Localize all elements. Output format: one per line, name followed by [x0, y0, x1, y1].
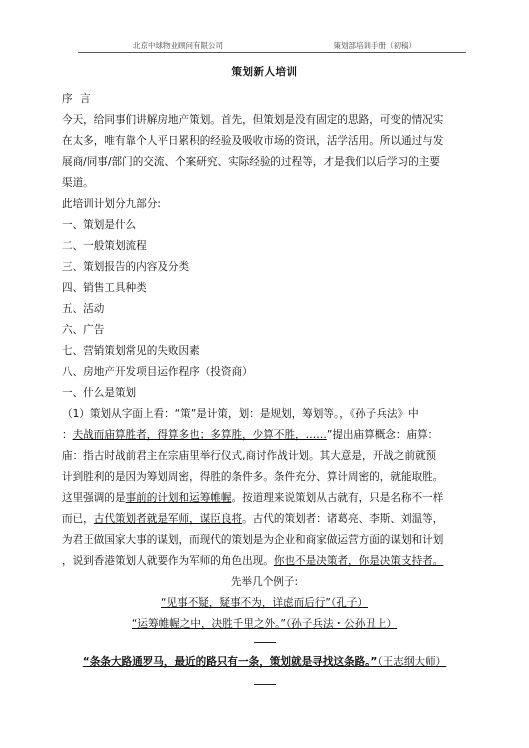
para1-line-8-underlined: 你也不是决策者，你是决策支持者。 [273, 555, 444, 567]
quote-sunzi-text: “运筹帷幄之中，决胜千里之外。”（孙子兵法・公孙丑上） [131, 618, 398, 630]
quote-confucius-text: “见事不疑，疑事不为，详虑而后行”（孔子） [161, 597, 368, 609]
separator-line-2 [254, 684, 276, 685]
para1-line-3: 庙：指古时战前君主在宗庙里举行仪式,商讨作战计划。其大意是，开战之前就预 [62, 450, 437, 462]
para1-line-1: （1）策划从字面上看：“策”是计策，划：是规划，筹划等。，《孙子兵法》中 [62, 408, 419, 420]
quote-wang-zhigang-bold: “条条大路通罗马，最近的路只有一条，策划就是寻找这条路。” [82, 656, 378, 668]
para1-line-4: 计到胜利的是因为筹划周密，得胜的条件多。条件充分、算计周密的，就能取胜。 [62, 471, 444, 483]
para1-line-6-prefix: 而已， [62, 513, 94, 525]
outline-item-1: 一、策划是什么 [62, 219, 137, 231]
para1-line-5 [62, 491, 472, 505]
para1-line-2-prefix: ： [62, 429, 73, 441]
quote-wang-zhigang [0, 655, 529, 669]
quote-confucius [0, 596, 529, 610]
examples-intro: 先举几个例子: [230, 576, 299, 588]
outline-item-2: 二、一般策划流程 [62, 240, 147, 252]
quote-wang-zhigang-attribution: （王志纲大师） [377, 656, 447, 668]
para1-line-5-underlined: 事前的计划和运筹帷幄 [125, 492, 232, 504]
para1-line-2-underlined: 夫战而庙算胜者，得算多也；多算胜，少算不胜，…… [72, 429, 327, 441]
para1-line-5-prefix: 这里强调的是 [62, 492, 126, 504]
para1-line-2 [62, 428, 472, 442]
preface-line-4: 渠道。 [62, 177, 94, 189]
outline-item-8: 八、房地产开发项目运作程序（投资商） [62, 366, 253, 378]
separator-line-1 [254, 642, 276, 643]
preface-line-2: 在太多，唯有靠个人平日累积的经验及吸收市场的资讯，活学活用。所以通过与发 [62, 135, 444, 147]
preface-heading: 序 言 [62, 93, 93, 105]
para1-line-8 [62, 554, 472, 568]
para1-line-2-suffix: ”提出庙算概念：庙算： [326, 429, 439, 441]
para1-line-6-underlined: 古代策划者就是军师，谋臣良将 [93, 513, 243, 525]
preface-line-3: 展商/同事/部门的交流、个案研究、实际经验的过程等，才是我们以后学习的主要 [62, 156, 440, 168]
preface-line-1: 今天，给同事们讲解房地产策划。首先，但策划是没有固定的思路，可变的情况实 [62, 114, 444, 126]
outline-item-5: 五、活动 [62, 303, 105, 315]
para1-line-6 [62, 512, 472, 526]
para1-line-7: 为君王做国家大事的谋划，而现代的策划是为企业和商家做运营方面的谋划和计划 [62, 534, 444, 546]
outline-item-6: 六、广告 [62, 324, 105, 336]
page-header [78, 38, 466, 53]
section-1-heading: 一、什么是策划 [62, 387, 137, 399]
outline-item-4: 四、销售工具种类 [62, 282, 147, 294]
outline-item-7: 七、营销策划常见的失败因素 [62, 345, 200, 357]
document-title: 策划新人培训 [231, 66, 298, 78]
para1-line-6-suffix: 。古代的策划者：诸葛亮、李斯、刘温等， [242, 513, 444, 525]
para1-line-8-prefix: ，说到香港策划人就要作为军师的角色出现。 [62, 555, 274, 567]
outline-intro: 此培训计划分九部分: [62, 198, 161, 210]
para1-line-5-suffix: 。按道理来说策划从古就有，只是名称不一样 [231, 492, 444, 504]
header-company: 北京中球物业顾问有限公司 [133, 41, 223, 50]
quote-sunzi [0, 617, 529, 631]
outline-item-3: 三、策划报告的内容及分类 [62, 261, 190, 273]
header-manual-title: 策划部培训手册（初稿） [333, 41, 416, 50]
